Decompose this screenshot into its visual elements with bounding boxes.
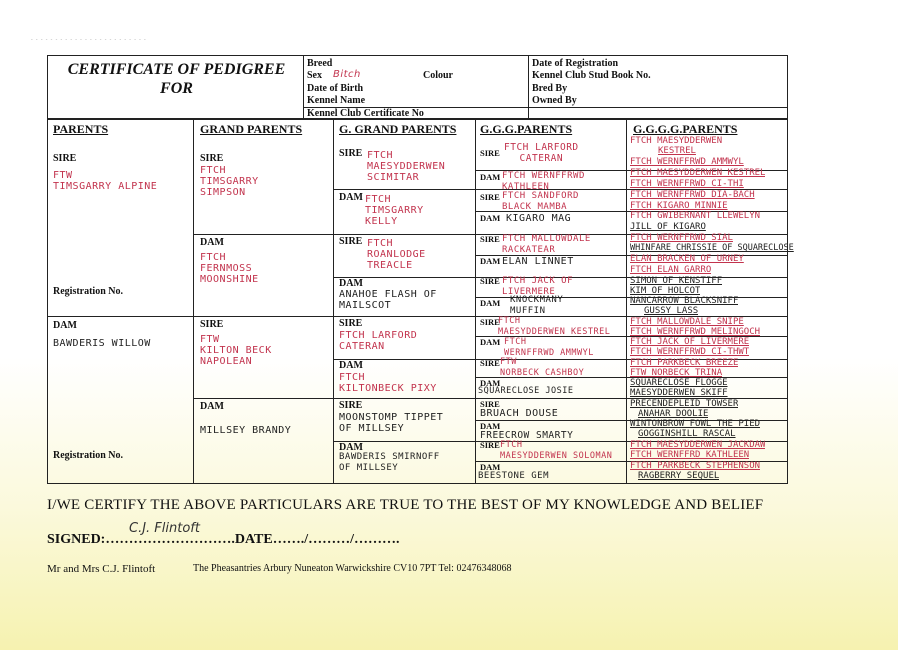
dob-label: Date of Birth: [307, 83, 364, 94]
gggp-1: FTCH LARFORD CATERAN: [504, 142, 579, 164]
ggggp-27: ANAHAR DOOLIE: [638, 409, 709, 419]
ggggp-18: FTCH MALLOWDALE SNIPE: [630, 317, 744, 327]
kennel-name-label: Kennel Name: [307, 95, 366, 106]
pedigree-grid: [47, 119, 794, 484]
ggggp-22: FTCH PARKBECK BREEZE: [630, 358, 739, 368]
colour-label: Colour: [423, 70, 453, 81]
gggp-label-16: DAM: [480, 462, 501, 472]
ggggp-2: KESTREL: [658, 146, 696, 156]
gp-sire-label: SIRE: [200, 153, 224, 164]
owned-by-label: Owned By: [532, 95, 577, 106]
gggp-4: KIGARO MAG: [506, 213, 572, 224]
ggp-3: FTCH ROANLODGE TREACLE: [367, 238, 426, 271]
gggp-label-1: SIRE: [480, 148, 500, 158]
ggggp-17: GUSSY LASS: [644, 306, 699, 316]
ggp-8: BAWDERIS SMIRNOFF OF MILLSEY: [339, 452, 440, 473]
ggggp-5: FTCH WERNFFRWD CI-THI: [630, 179, 744, 189]
col-grand-parents-heading: GRAND PARENTS: [200, 122, 303, 136]
gggp-label-13: SIRE: [480, 399, 500, 409]
sex-value: Bitch: [333, 69, 361, 80]
ggp-label-2: DAM: [339, 192, 363, 203]
gggp-12: SQUARECLOSE JOSIE: [478, 386, 574, 396]
certification-statement: I/WE CERTIFY THE ABOVE PARTICULARS ARE TRUE TO THE BEST OF MY KNOWLEDGE AND BELIEF: [47, 497, 764, 513]
ggp-6: FTCH KILTONBECK PIXY: [339, 372, 437, 394]
ggggp-23: FTW NORBECK TRINA: [630, 368, 723, 378]
ggggp-20: FTCH JACK OF LIVERMERE: [630, 337, 750, 347]
gggp-15: FTCH MAESYDDERWEN SOLOMAN: [500, 440, 613, 461]
scan-marks: - - - - - - - - - - - - - - - - - - - - - - - -: [31, 38, 147, 43]
ggp-label-4: DAM: [339, 278, 363, 289]
ggggp-33: RAGBERRY SEQUEL: [638, 471, 720, 481]
ggggp-10: FTCH WERNFFRWD SIAL: [630, 233, 733, 243]
ggggp-13: FTCH ELAN GARRO: [630, 265, 712, 275]
ggggp-14: SIMON OF KENSTIFF: [630, 276, 723, 286]
gggp-6: ELAN LINNET: [502, 256, 574, 267]
gggp-8: KNOCKMANY MUFFIN: [510, 295, 564, 316]
ggp-label-1: SIRE: [339, 148, 363, 159]
ggp-label-7: SIRE: [339, 400, 363, 411]
gp-dam-dam-name: MILLSEY BRANDY: [200, 425, 292, 436]
kc-certificate-label: Kennel Club Certificate No: [307, 108, 424, 119]
ggp-4: ANAHOE FLASH OF MAILSCOT: [339, 289, 437, 311]
ggggp-25: MAESYDDERWEN SKIFF: [630, 388, 728, 398]
gggp-label-10: DAM: [480, 337, 501, 347]
gp-sire-dam-name: FTCH FERNMOSS MOONSHINE: [200, 252, 259, 285]
gggp-2: FTCH WERNFFRWD KATHLEEN: [502, 171, 585, 192]
gggp-13: BRUACH DOUSE: [480, 408, 559, 419]
ggp-label-3: SIRE: [339, 236, 363, 247]
gp-dam-sire-name: FTW KILTON BECK NAPOLEAN: [200, 334, 272, 367]
ggggp-4: FTCH MAESYDDERWEN KESTREL: [630, 168, 766, 178]
gggp-5: FTCH MALLOWDALE RACKATEAR: [502, 234, 591, 255]
parent-sire-name: FTW TIMSGARRY ALPINE: [53, 170, 158, 192]
ggggp-15: KIM OF HOLCOT: [630, 286, 701, 296]
parent-dam-label: DAM: [53, 320, 77, 331]
parent-dam-name: BAWDERIS WILLOW: [53, 338, 151, 349]
gggp-7: FTCH JACK OF LIVERMERE: [502, 276, 574, 297]
ggggp-26: PRECENDEPLEID TOWSER: [630, 399, 739, 409]
ggggp-21: FTCH WERNFFRWD CI-THWT: [630, 347, 750, 357]
signature: C.J. Flintoft: [129, 521, 200, 536]
certificate-header: [47, 55, 788, 119]
ggggp-3: FTCH WERNFFRWD AMMWYL: [630, 157, 744, 167]
ggp-5: FTCH LARFORD CATERAN: [339, 330, 418, 352]
gggp-16: BEESTONE GEM: [478, 471, 550, 481]
sex-label: Sex: [307, 70, 322, 81]
gggp-11: FTW NORBECK CASHBOY: [500, 357, 585, 378]
certificate-title: CERTIFICATE OF PEDIGREE FOR: [67, 61, 286, 97]
ggggp-28: WINTONBROW FOWL THE PIED: [630, 419, 761, 429]
gggp-label-8: DAM: [480, 298, 501, 308]
col-g-grand-parents-heading: G. GRAND PARENTS: [339, 122, 457, 136]
gggp-label-15: SIRE: [480, 440, 500, 450]
breed-label: Breed: [307, 58, 333, 69]
ggggp-12: ELAN BRACKEN OF URNEY: [630, 254, 744, 264]
gggp-label-5: SIRE: [480, 234, 500, 244]
ggggp-19: FTCH WERNFFRWD MELINGOCH: [630, 327, 761, 337]
gggp-label-9: SIRE: [480, 317, 500, 327]
gggp-label-4: DAM: [480, 213, 501, 223]
registration-date-label: Date of Registration: [532, 58, 619, 69]
ggggp-6: FTCH WERNFFRWD DIA-BACH: [630, 190, 755, 200]
ggp-label-6: DAM: [339, 360, 363, 371]
parent-sire-registration-label: Registration No.: [53, 286, 123, 297]
gp-sire-label-2: SIRE: [200, 319, 224, 330]
gggp-label-14: DAM: [480, 421, 501, 431]
ggggp-8: FTCH GWIBERNANT LLEWELYN: [630, 211, 761, 221]
col-gggg-parents-heading: G.G.G.G.PARENTS: [633, 122, 738, 136]
gggp-label-6: DAM: [480, 256, 501, 266]
gggp-10: FTCH WERNFFRWD AMMWYL: [504, 337, 594, 358]
gggp-label-12: DAM: [480, 378, 501, 388]
ggp-7: MOONSTOMP TIPPET OF MILLSEY: [339, 412, 444, 434]
ggggp-24: SQUARECLOSE FLOGGE: [630, 378, 728, 388]
ggggp-7: FTCH KIGARO MINNIE: [630, 201, 728, 211]
parent-sire-label: SIRE: [53, 153, 77, 164]
ggp-label-8: DAM: [339, 442, 363, 453]
signed-date-line: SIGNED:……………………….DATE……./………/……….: [47, 532, 400, 547]
ggggp-1: FTCH MAESYDDERWEN: [630, 136, 723, 146]
breeder-name: Mr and Mrs C.J. Flintoft: [47, 563, 156, 575]
gggp-3: FTCH SANDFORD BLACK MAMBA: [502, 191, 579, 212]
ggp-1: FTCH MAESYDDERWEN SCIMITAR: [367, 150, 446, 183]
gggp-label-7: SIRE: [480, 276, 500, 286]
gp-dam-label: DAM: [200, 237, 224, 248]
col-ggg-parents-heading: G.G.G.PARENTS: [480, 122, 573, 136]
stud-book-label: Kennel Club Stud Book No.: [532, 70, 651, 81]
bred-by-label: Bred By: [532, 83, 568, 94]
ggggp-16: NANCARROW BLACKSNIFF: [630, 296, 739, 306]
gggp-9: FTCH MAESYDDERWEN KESTREL: [498, 316, 611, 337]
gggp-label-11: SIRE: [480, 358, 500, 368]
ggggp-30: FTCH MAESYDDERWEN JACKDAW: [630, 440, 766, 450]
ggp-2: FTCH TIMSGARRY KELLY: [365, 194, 424, 227]
parent-dam-registration-label: Registration No.: [53, 450, 123, 461]
col-parents-heading: PARENTS: [53, 122, 109, 136]
gggp-14: FREECROW SMARTY: [480, 430, 574, 441]
gp-sire-sire-name: FTCH TIMSGARRY SIMPSON: [200, 165, 259, 198]
ggggp-32: FTCH PARKBECK STEPHENSON: [630, 461, 761, 471]
breeder-address: The Pheasantries Arbury Nuneaton Warwickshire CV10 7PT Tel: 02476348068: [193, 563, 512, 574]
ggp-label-5: SIRE: [339, 318, 363, 329]
ggggp-31: FTCH WERNFFRD KATHLEEN: [630, 450, 750, 460]
ggggp-11: WHINFARE CHRISSIE OF SQUARECLOSE: [630, 243, 794, 253]
gp-dam-label-2: DAM: [200, 401, 224, 412]
gggp-label-3: SIRE: [480, 192, 500, 202]
gggp-label-2: DAM: [480, 172, 501, 182]
ggggp-29: GOGGINSHILL RASCAL: [638, 429, 736, 439]
ggggp-9: JILL OF KIGARO: [630, 222, 706, 232]
